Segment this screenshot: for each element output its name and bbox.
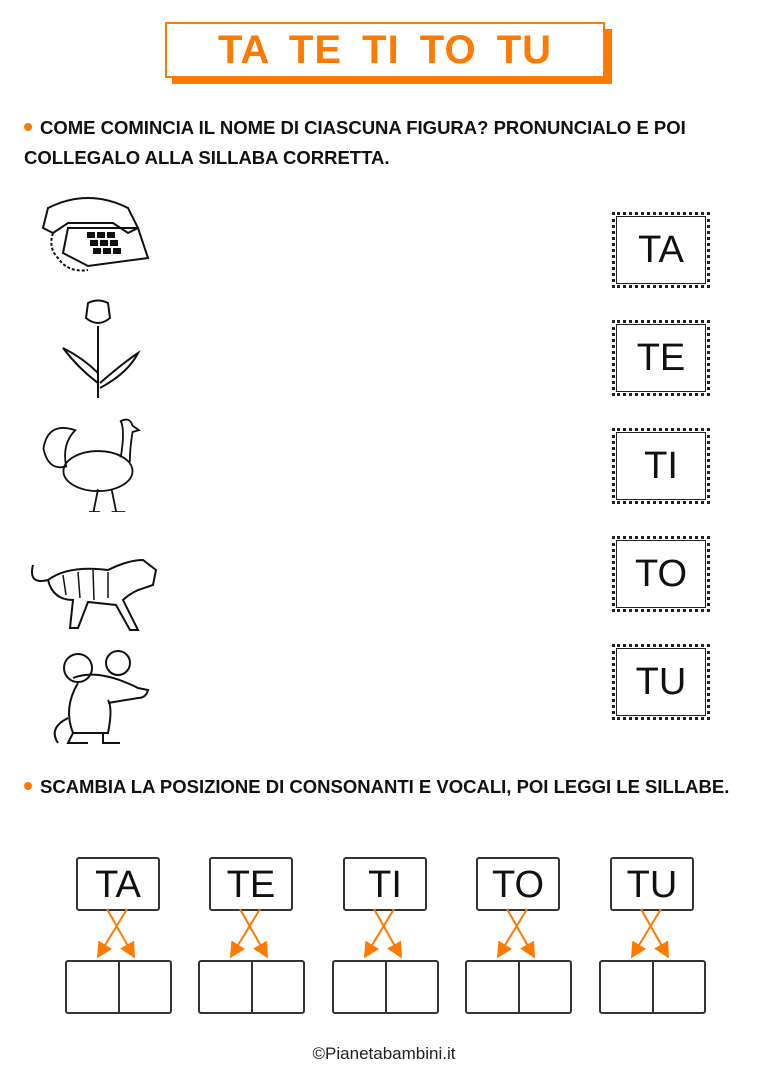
- answer-cell-1[interactable]: [200, 962, 251, 1012]
- syllable-box-tu: TU: [610, 857, 694, 911]
- answer-cell-1[interactable]: [67, 962, 118, 1012]
- footer-credit: ©Pianetabambini.it: [312, 1044, 456, 1063]
- syllable-box-ti: TI: [343, 857, 427, 911]
- swap-arrows-icon: [210, 907, 290, 962]
- answer-boxes-tu: [599, 960, 706, 1014]
- answer-cell-1[interactable]: [601, 962, 652, 1012]
- syllable-stamp-tu[interactable]: TU: [612, 644, 710, 720]
- instruction-1: [24, 113, 744, 173]
- swap-arrows-icon: [477, 907, 557, 962]
- answer-boxes-ta: [65, 960, 172, 1014]
- turkey-icon: [28, 412, 168, 512]
- telephone-icon: [28, 188, 168, 288]
- answer-cell-2[interactable]: [118, 962, 171, 1012]
- syllable-box-ta: TA: [76, 857, 160, 911]
- swap-arrows-icon: [611, 907, 691, 962]
- bullet-icon: [24, 782, 32, 790]
- swap-arrows-icon: [344, 907, 424, 962]
- tulip-icon: [28, 298, 168, 398]
- answer-cell-1[interactable]: [467, 962, 518, 1012]
- answer-cell-2[interactable]: [518, 962, 571, 1012]
- page-title: TA TE TI TO TU: [165, 22, 605, 78]
- instruction-2-text: SCAMBIA LA POSIZIONE DI CONSONANTI E VOCALI, POI LEGGI LE SILLABE.: [40, 776, 730, 797]
- answer-cell-2[interactable]: [652, 962, 705, 1012]
- instruction-1-text: COME COMINCIA IL NOME DI CIASCUNA FIGURA? PRONUNCIALO E POI COLLEGALO ALLA SILLABA CORRETTA.: [24, 117, 686, 168]
- syllable-box-to: TO: [476, 857, 560, 911]
- syllable-box-te: TE: [209, 857, 293, 911]
- answer-boxes-te: [198, 960, 305, 1014]
- answer-boxes-ti: [332, 960, 439, 1014]
- mouse-icon: [28, 648, 168, 748]
- tiger-icon: [28, 540, 168, 640]
- answer-cell-1[interactable]: [334, 962, 385, 1012]
- syllable-stamp-ta[interactable]: TA: [612, 212, 710, 288]
- syllable-stamp-te[interactable]: TE: [612, 320, 710, 396]
- syllable-stamp-ti[interactable]: TI: [612, 428, 710, 504]
- bullet-icon: [24, 123, 32, 131]
- swap-arrows-icon: [77, 907, 157, 962]
- instruction-2: [24, 772, 744, 802]
- answer-cell-2[interactable]: [251, 962, 304, 1012]
- answer-cell-2[interactable]: [385, 962, 438, 1012]
- answer-boxes-to: [465, 960, 572, 1014]
- syllable-stamp-to[interactable]: TO: [612, 536, 710, 612]
